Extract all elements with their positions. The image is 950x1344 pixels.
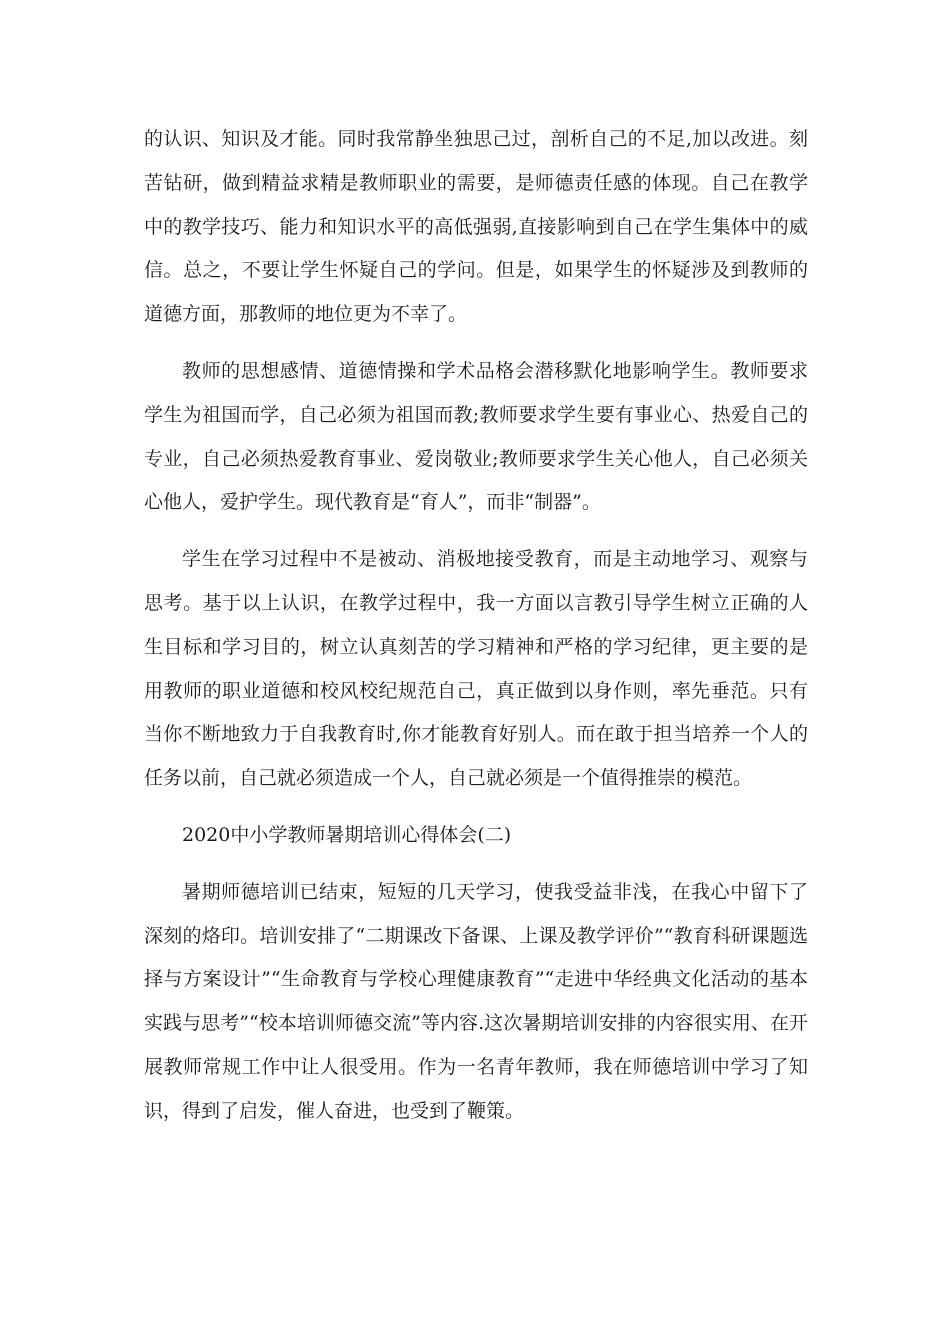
document-body xyxy=(144,118,808,1147)
paragraph-student-learning: 学生在学习过程中不是被动、消极地接受教育，而是主动地学习、观察与思考。基于以上认识，在教学过程中，我一方面以言教引导学生树立正确的人生目标和学习目的，树立认真刻苦的学习精神和严格的学习纪律，更主要的是用教师的职业道德和校风校纪规范自己，真正做到以身作则，率先垂范。只有当你不断地致力于自我教育时,你才能教育好别人。而在敢于担当培养一个人的任务以前，自己就必须造成一个人，自己就必须是一个值得推崇的模范。 xyxy=(144,548,808,790)
paragraph-teacher-influence: 教师的思想感情、道德情操和学术品格会潜移默化地影响学生。教师要求学生为祖国而学，自己必须为祖国而教;教师要求学生要有事业心、热爱自己的专业，自己必须热爱教育事业、爱岗敬业;教师要求学生关心他人，自己必须关心他人，爱护学生。现代教育是“育人”，而非“制器”。 xyxy=(144,359,808,514)
paragraph-continued: 的认识、知识及才能。同时我常静坐独思己过，剖析自己的不足,加以改进。刻苦钻研，做到精益求精是教师职业的需要，是师德责任感的体现。自己在教学中的教学技巧、能力和知识水平的高低强弱,直接影响到自己在学生集体中的威信。总之，不要让学生怀疑自己的学问。但是，如果学生的怀疑涉及到教师的道德方面，那教师的地位更为不幸了。 xyxy=(144,128,808,326)
paragraph-summer-training: 暑期师德培训已结束，短短的几天学习，使我受益非浅，在我心中留下了深刻的烙印。培训安排了“二期课改下备课、上课及教学评价”“教育科研课题选择与方案设计”“生命教育与学校心理健康教育”“走进中华经典文化活动的基本实践与思考”“校本培训师德交流”等内容.这次暑期培训安排的内容很实用、在开展教师常规工作中让人很受用。作为一名青年教师，我在师德培训中学习了知识，得到了启发，催人奋进，也受到了鞭策。 xyxy=(144,880,808,1122)
section-heading: 2020中小学教师暑期培训心得体会(二) xyxy=(182,823,512,846)
